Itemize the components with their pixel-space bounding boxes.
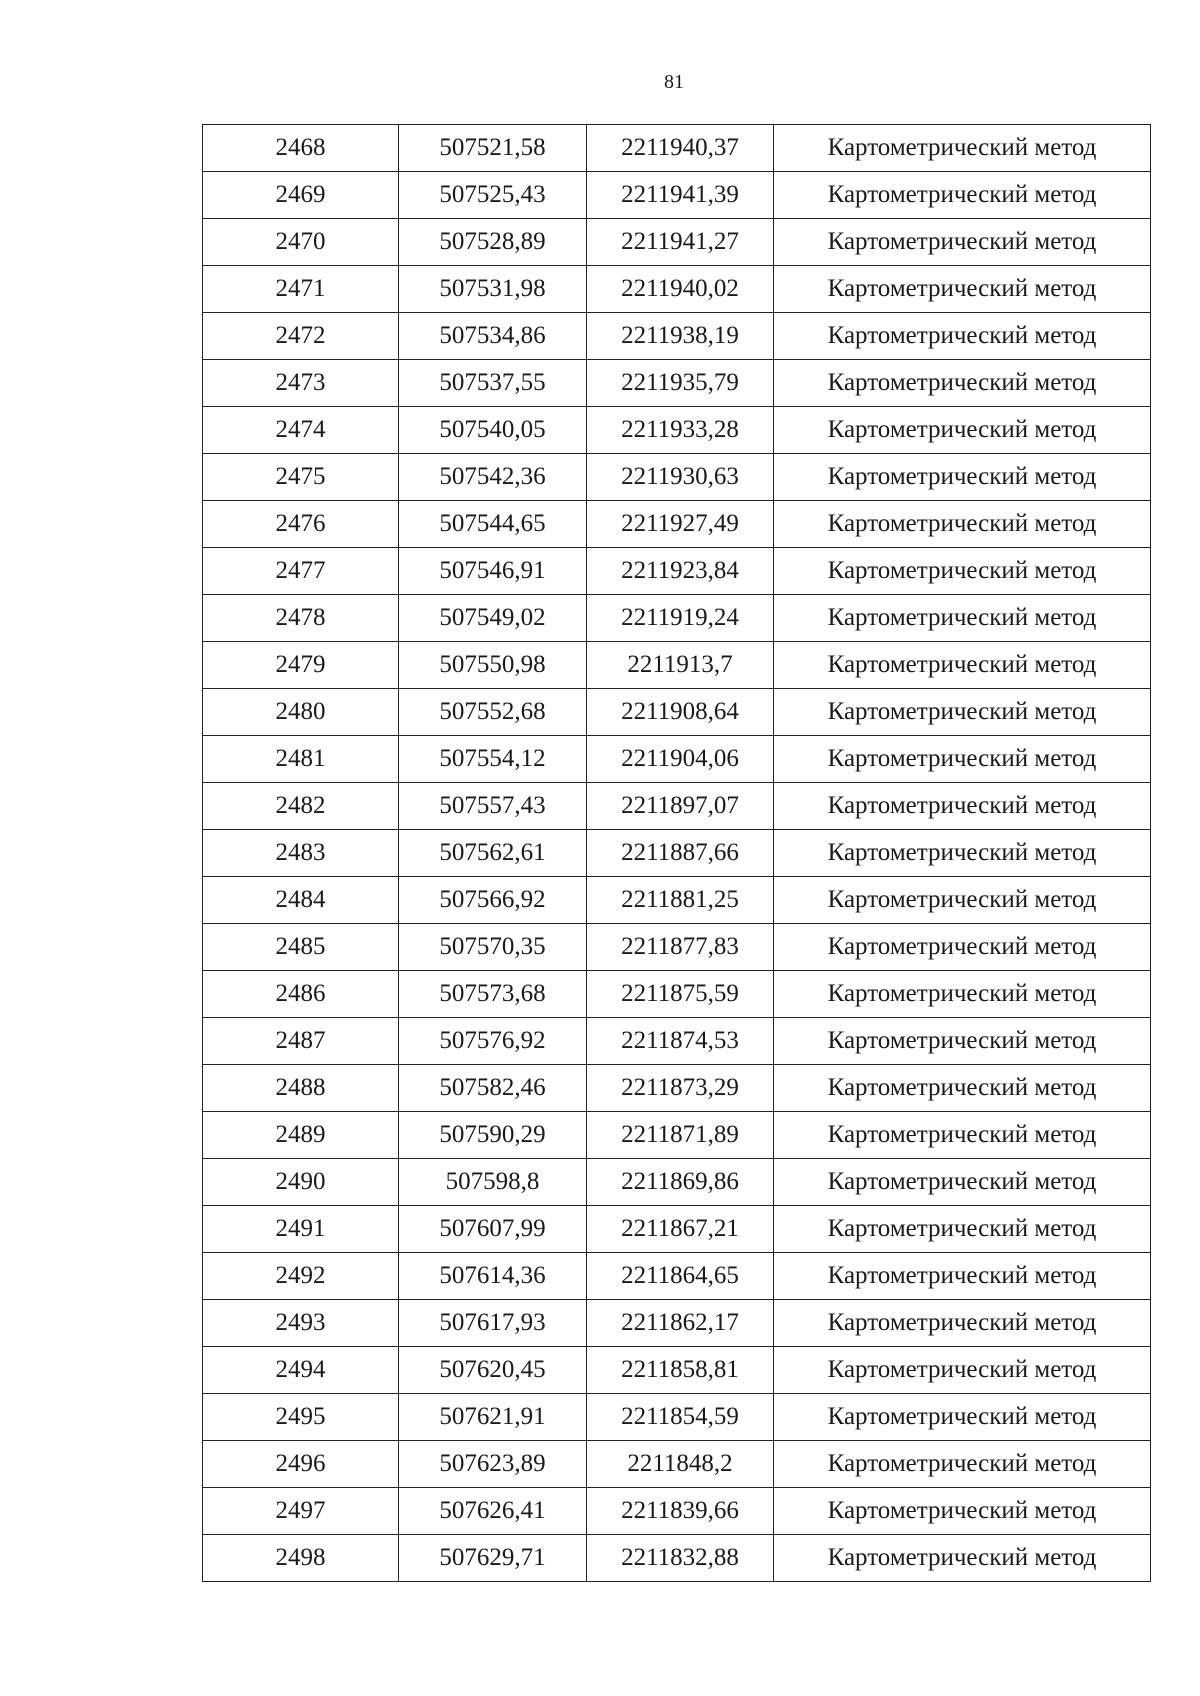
table-row (203, 783, 1151, 830)
x-coordinate-cell: 507525,43 (399, 172, 587, 219)
point-number-cell: 2494 (203, 1347, 399, 1394)
table-row (203, 736, 1151, 783)
point-number-cell: 2487 (203, 1018, 399, 1065)
method-cell: Картометрический метод (774, 689, 1151, 736)
x-coordinate-cell: 507623,89 (399, 1441, 587, 1488)
table-row (203, 1206, 1151, 1253)
method-cell: Картометрический метод (774, 266, 1151, 313)
table-row (203, 1253, 1151, 1300)
y-coordinate-cell: 2211875,59 (587, 971, 774, 1018)
x-coordinate-cell: 507537,55 (399, 360, 587, 407)
point-number-cell: 2472 (203, 313, 399, 360)
point-number-cell: 2498 (203, 1535, 399, 1582)
y-coordinate-cell: 2211941,39 (587, 172, 774, 219)
method-cell: Картометрический метод (774, 924, 1151, 971)
table-row (203, 642, 1151, 689)
point-number-cell: 2496 (203, 1441, 399, 1488)
method-cell: Картометрический метод (774, 172, 1151, 219)
point-number-cell: 2491 (203, 1206, 399, 1253)
point-number-cell: 2488 (203, 1065, 399, 1112)
method-cell: Картометрический метод (774, 1253, 1151, 1300)
method-cell: Картометрический метод (774, 1112, 1151, 1159)
point-number-cell: 2495 (203, 1394, 399, 1441)
table-row (203, 924, 1151, 971)
method-cell: Картометрический метод (774, 125, 1151, 172)
method-cell: Картометрический метод (774, 313, 1151, 360)
point-number-cell: 2469 (203, 172, 399, 219)
table-row (203, 1112, 1151, 1159)
x-coordinate-cell: 507626,41 (399, 1488, 587, 1535)
x-coordinate-cell: 507582,46 (399, 1065, 587, 1112)
y-coordinate-cell: 2211873,29 (587, 1065, 774, 1112)
y-coordinate-cell: 2211908,64 (587, 689, 774, 736)
method-cell: Картометрический метод (774, 877, 1151, 924)
point-number-cell: 2485 (203, 924, 399, 971)
y-coordinate-cell: 2211913,7 (587, 642, 774, 689)
x-coordinate-cell: 507576,92 (399, 1018, 587, 1065)
table-row (203, 548, 1151, 595)
x-coordinate-cell: 507614,36 (399, 1253, 587, 1300)
x-coordinate-cell: 507542,36 (399, 454, 587, 501)
point-number-cell: 2468 (203, 125, 399, 172)
y-coordinate-cell: 2211869,86 (587, 1159, 774, 1206)
x-coordinate-cell: 507554,12 (399, 736, 587, 783)
method-cell: Картометрический метод (774, 830, 1151, 877)
table-row (203, 1535, 1151, 1582)
table-row (203, 1159, 1151, 1206)
y-coordinate-cell: 2211854,59 (587, 1394, 774, 1441)
x-coordinate-cell: 507598,8 (399, 1159, 587, 1206)
x-coordinate-cell: 507546,91 (399, 548, 587, 595)
method-cell: Картометрический метод (774, 1018, 1151, 1065)
x-coordinate-cell: 507621,91 (399, 1394, 587, 1441)
table-row (203, 1065, 1151, 1112)
x-coordinate-cell: 507566,92 (399, 877, 587, 924)
table-row (203, 595, 1151, 642)
y-coordinate-cell: 2211871,89 (587, 1112, 774, 1159)
table-row (203, 454, 1151, 501)
table-row (203, 1018, 1151, 1065)
table-row (203, 689, 1151, 736)
y-coordinate-cell: 2211919,24 (587, 595, 774, 642)
point-number-cell: 2470 (203, 219, 399, 266)
y-coordinate-cell: 2211839,66 (587, 1488, 774, 1535)
table-row (203, 266, 1151, 313)
method-cell: Картометрический метод (774, 1535, 1151, 1582)
x-coordinate-cell: 507629,71 (399, 1535, 587, 1582)
point-number-cell: 2476 (203, 501, 399, 548)
x-coordinate-cell: 507550,98 (399, 642, 587, 689)
point-number-cell: 2484 (203, 877, 399, 924)
y-coordinate-cell: 2211881,25 (587, 877, 774, 924)
y-coordinate-cell: 2211930,63 (587, 454, 774, 501)
point-number-cell: 2475 (203, 454, 399, 501)
table-row (203, 501, 1151, 548)
method-cell: Картометрический метод (774, 971, 1151, 1018)
y-coordinate-cell: 2211933,28 (587, 407, 774, 454)
point-number-cell: 2497 (203, 1488, 399, 1535)
x-coordinate-cell: 507528,89 (399, 219, 587, 266)
point-number-cell: 2493 (203, 1300, 399, 1347)
table-row (203, 172, 1151, 219)
y-coordinate-cell: 2211877,83 (587, 924, 774, 971)
x-coordinate-cell: 507617,93 (399, 1300, 587, 1347)
method-cell: Картометрический метод (774, 360, 1151, 407)
method-cell: Картометрический метод (774, 1488, 1151, 1535)
method-cell: Картометрический метод (774, 1206, 1151, 1253)
point-number-cell: 2477 (203, 548, 399, 595)
method-cell: Картометрический метод (774, 642, 1151, 689)
table-row (203, 1488, 1151, 1535)
x-coordinate-cell: 507521,58 (399, 125, 587, 172)
table-row (203, 219, 1151, 266)
x-coordinate-cell: 507544,65 (399, 501, 587, 548)
y-coordinate-cell: 2211923,84 (587, 548, 774, 595)
method-cell: Картометрический метод (774, 1159, 1151, 1206)
method-cell: Картометрический метод (774, 736, 1151, 783)
y-coordinate-cell: 2211941,27 (587, 219, 774, 266)
method-cell: Картометрический метод (774, 407, 1151, 454)
point-number-cell: 2471 (203, 266, 399, 313)
method-cell: Картометрический метод (774, 1300, 1151, 1347)
coordinates-table-body (203, 125, 1151, 1582)
y-coordinate-cell: 2211858,81 (587, 1347, 774, 1394)
y-coordinate-cell: 2211938,19 (587, 313, 774, 360)
point-number-cell: 2492 (203, 1253, 399, 1300)
table-row (203, 1441, 1151, 1488)
y-coordinate-cell: 2211935,79 (587, 360, 774, 407)
y-coordinate-cell: 2211927,49 (587, 501, 774, 548)
x-coordinate-cell: 507590,29 (399, 1112, 587, 1159)
point-number-cell: 2480 (203, 689, 399, 736)
method-cell: Картометрический метод (774, 501, 1151, 548)
x-coordinate-cell: 507573,68 (399, 971, 587, 1018)
y-coordinate-cell: 2211848,2 (587, 1441, 774, 1488)
table-row (203, 877, 1151, 924)
method-cell: Картометрический метод (774, 783, 1151, 830)
table-row (203, 830, 1151, 877)
y-coordinate-cell: 2211864,65 (587, 1253, 774, 1300)
y-coordinate-cell: 2211887,66 (587, 830, 774, 877)
y-coordinate-cell: 2211832,88 (587, 1535, 774, 1582)
method-cell: Картометрический метод (774, 1347, 1151, 1394)
y-coordinate-cell: 2211940,02 (587, 266, 774, 313)
x-coordinate-cell: 507607,99 (399, 1206, 587, 1253)
method-cell: Картометрический метод (774, 454, 1151, 501)
table-row (203, 313, 1151, 360)
y-coordinate-cell: 2211897,07 (587, 783, 774, 830)
point-number-cell: 2482 (203, 783, 399, 830)
x-coordinate-cell: 507534,86 (399, 313, 587, 360)
point-number-cell: 2489 (203, 1112, 399, 1159)
point-number-cell: 2473 (203, 360, 399, 407)
method-cell: Картометрический метод (774, 1394, 1151, 1441)
page-number: 81 (664, 71, 684, 93)
y-coordinate-cell: 2211940,37 (587, 125, 774, 172)
table-row (203, 360, 1151, 407)
x-coordinate-cell: 507570,35 (399, 924, 587, 971)
table-row (203, 1300, 1151, 1347)
table-row (203, 125, 1151, 172)
method-cell: Картометрический метод (774, 1441, 1151, 1488)
point-number-cell: 2481 (203, 736, 399, 783)
point-number-cell: 2478 (203, 595, 399, 642)
method-cell: Картометрический метод (774, 219, 1151, 266)
y-coordinate-cell: 2211862,17 (587, 1300, 774, 1347)
x-coordinate-cell: 507620,45 (399, 1347, 587, 1394)
point-number-cell: 2486 (203, 971, 399, 1018)
table-row (203, 1347, 1151, 1394)
x-coordinate-cell: 507549,02 (399, 595, 587, 642)
x-coordinate-cell: 507552,68 (399, 689, 587, 736)
point-number-cell: 2483 (203, 830, 399, 877)
table-row (203, 971, 1151, 1018)
x-coordinate-cell: 507531,98 (399, 266, 587, 313)
table-row (203, 1394, 1151, 1441)
point-number-cell: 2474 (203, 407, 399, 454)
x-coordinate-cell: 507562,61 (399, 830, 587, 877)
y-coordinate-cell: 2211904,06 (587, 736, 774, 783)
table-row (203, 407, 1151, 454)
x-coordinate-cell: 507557,43 (399, 783, 587, 830)
y-coordinate-cell: 2211867,21 (587, 1206, 774, 1253)
x-coordinate-cell: 507540,05 (399, 407, 587, 454)
point-number-cell: 2479 (203, 642, 399, 689)
y-coordinate-cell: 2211874,53 (587, 1018, 774, 1065)
point-number-cell: 2490 (203, 1159, 399, 1206)
method-cell: Картометрический метод (774, 1065, 1151, 1112)
coordinates-table (202, 124, 1151, 1582)
method-cell: Картометрический метод (774, 548, 1151, 595)
method-cell: Картометрический метод (774, 595, 1151, 642)
